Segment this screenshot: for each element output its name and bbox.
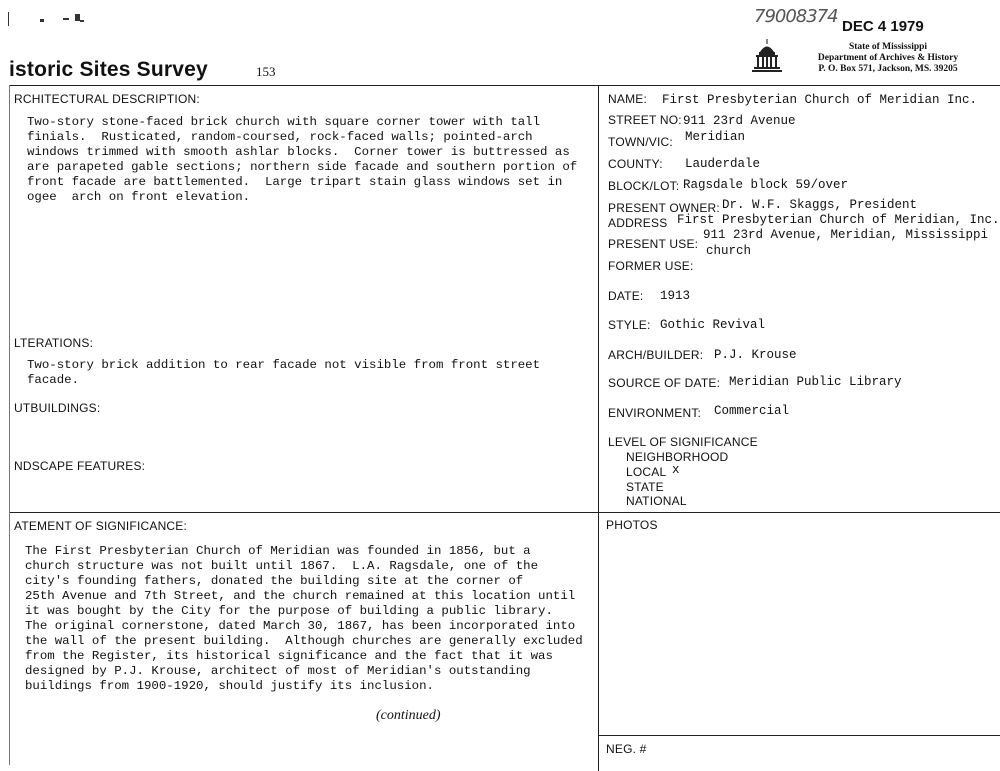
neg-rule bbox=[598, 735, 1000, 736]
capitol-seal-icon bbox=[752, 38, 782, 74]
level-state: STATE bbox=[626, 480, 664, 494]
agency-block bbox=[790, 42, 986, 75]
street-label: STREET NO: bbox=[608, 113, 682, 127]
present-use-value: church bbox=[706, 244, 752, 258]
arch-builder-label: ARCH/BUILDER: bbox=[608, 348, 704, 362]
block-lot-label: BLOCK/LOT: bbox=[608, 179, 680, 193]
address-label: ADDRESS bbox=[608, 216, 668, 230]
level-local: LOCAL bbox=[626, 465, 667, 479]
agency-line-1: State of Mississippi bbox=[848, 42, 928, 52]
outbuildings-label: UTBUILDINGS: bbox=[14, 401, 101, 415]
left-edge bbox=[9, 85, 10, 765]
scan-speck bbox=[63, 18, 69, 20]
former-use-label: FORMER USE: bbox=[608, 259, 694, 273]
level-neighborhood: NEIGHBORHOOD bbox=[626, 450, 729, 464]
continued-note: (continued) bbox=[376, 708, 441, 723]
date-value: 1913 bbox=[660, 289, 691, 303]
style-label: STYLE: bbox=[608, 318, 651, 332]
alterations-label: LTERATIONS: bbox=[14, 336, 94, 350]
form-top-rule bbox=[10, 85, 1000, 86]
agency-line-3: P. O. Box 571, Jackson, MS. 39205 bbox=[818, 64, 958, 74]
significance-text: The First Presbyterian Church of Meridian was founded in 1856, but a church structure was not built until 1867. L.A. Ragsdale, one of the city's founding fathers, donated the building site at the corner of 25th Avenue and 7th Street, and the church remained at this location until it was bought by the City for the purpose of building a public library. The original cornerstone, dated March 30, 1867, has been incorporated into the wall of the present building. Although churches are generally excluded from the Register, its historical significance and the fact that it was designed by P.J. Krouse, architect of most of Meridian's outstanding buildings from 1900-1920, should justify its inclusion. bbox=[25, 544, 583, 693]
landscape-label: NDSCAPE FEATURES: bbox=[14, 459, 146, 473]
block-lot-value: Ragsdale block 59/over bbox=[683, 178, 849, 192]
arch-builder-value: P.J. Krouse bbox=[714, 348, 797, 362]
town-value: Meridian bbox=[685, 130, 746, 144]
street-value: 911 23rd Avenue bbox=[683, 114, 796, 128]
source-label: SOURCE OF DATE: bbox=[608, 376, 721, 390]
style-value: Gothic Revival bbox=[660, 318, 766, 332]
stamp-number: 79008374 bbox=[754, 6, 838, 27]
address-value-1: First Presbyterian Church of Meridian, Inc. bbox=[677, 213, 1000, 227]
stamp-date: DEC 4 1979 bbox=[842, 18, 924, 35]
scan-speck bbox=[40, 19, 44, 22]
owner-label: PRESENT OWNER: bbox=[608, 201, 720, 215]
county-value: Lauderdale bbox=[685, 157, 761, 171]
neg-label: NEG. # bbox=[606, 742, 647, 756]
town-label: TOWN/VIC: bbox=[608, 135, 673, 149]
name-value: First Presbyterian Church of Meridian Inc. bbox=[662, 93, 978, 107]
name-label: NAME: bbox=[608, 92, 648, 106]
agency-line-2: Department of Archives & History bbox=[817, 53, 959, 63]
address-value-2: 911 23rd Avenue, Meridian, Mississippi bbox=[703, 228, 989, 242]
source-value: Meridian Public Library bbox=[729, 375, 902, 389]
local-mark: x bbox=[672, 463, 680, 477]
alterations-text: Two-story brick addition to rear facade not visible from front street facade. bbox=[27, 358, 541, 387]
scan-speck bbox=[8, 12, 9, 26]
level-national: NATIONAL bbox=[626, 494, 687, 508]
present-use-label: PRESENT USE: bbox=[608, 237, 699, 251]
form-title: istoric Sites Survey bbox=[9, 58, 208, 81]
date-label: DATE: bbox=[608, 289, 644, 303]
level-label: LEVEL OF SIGNIFICANCE bbox=[608, 435, 758, 449]
scan-speck bbox=[80, 20, 84, 22]
section-rule bbox=[10, 512, 1000, 513]
form-number: 153 bbox=[256, 64, 276, 79]
arch-description-text: Two-story stone-faced brick church with square corner tower with tall finials. Rusticated, random-coursed, rock-faced walls; pointed-arch windows trimmed with smooth ashlar blocks. Corner tower is buttressed as are parapeted gable sections; northern side facade and southern portion of front facade are battlemented. Large tripart stain glass windows set in ogee arch on front elevation. bbox=[27, 115, 578, 204]
environment-value: Commercial bbox=[714, 404, 790, 418]
arch-description-label: RCHITECTURAL DESCRIPTION: bbox=[14, 92, 200, 106]
photos-label: PHOTOS bbox=[606, 518, 658, 532]
county-label: COUNTY: bbox=[608, 157, 663, 171]
owner-value: Dr. W.F. Skaggs, President bbox=[722, 198, 918, 212]
environment-label: ENVIRONMENT: bbox=[608, 406, 702, 420]
column-divider bbox=[598, 85, 599, 771]
significance-label: ATEMENT OF SIGNIFICANCE: bbox=[14, 519, 188, 533]
